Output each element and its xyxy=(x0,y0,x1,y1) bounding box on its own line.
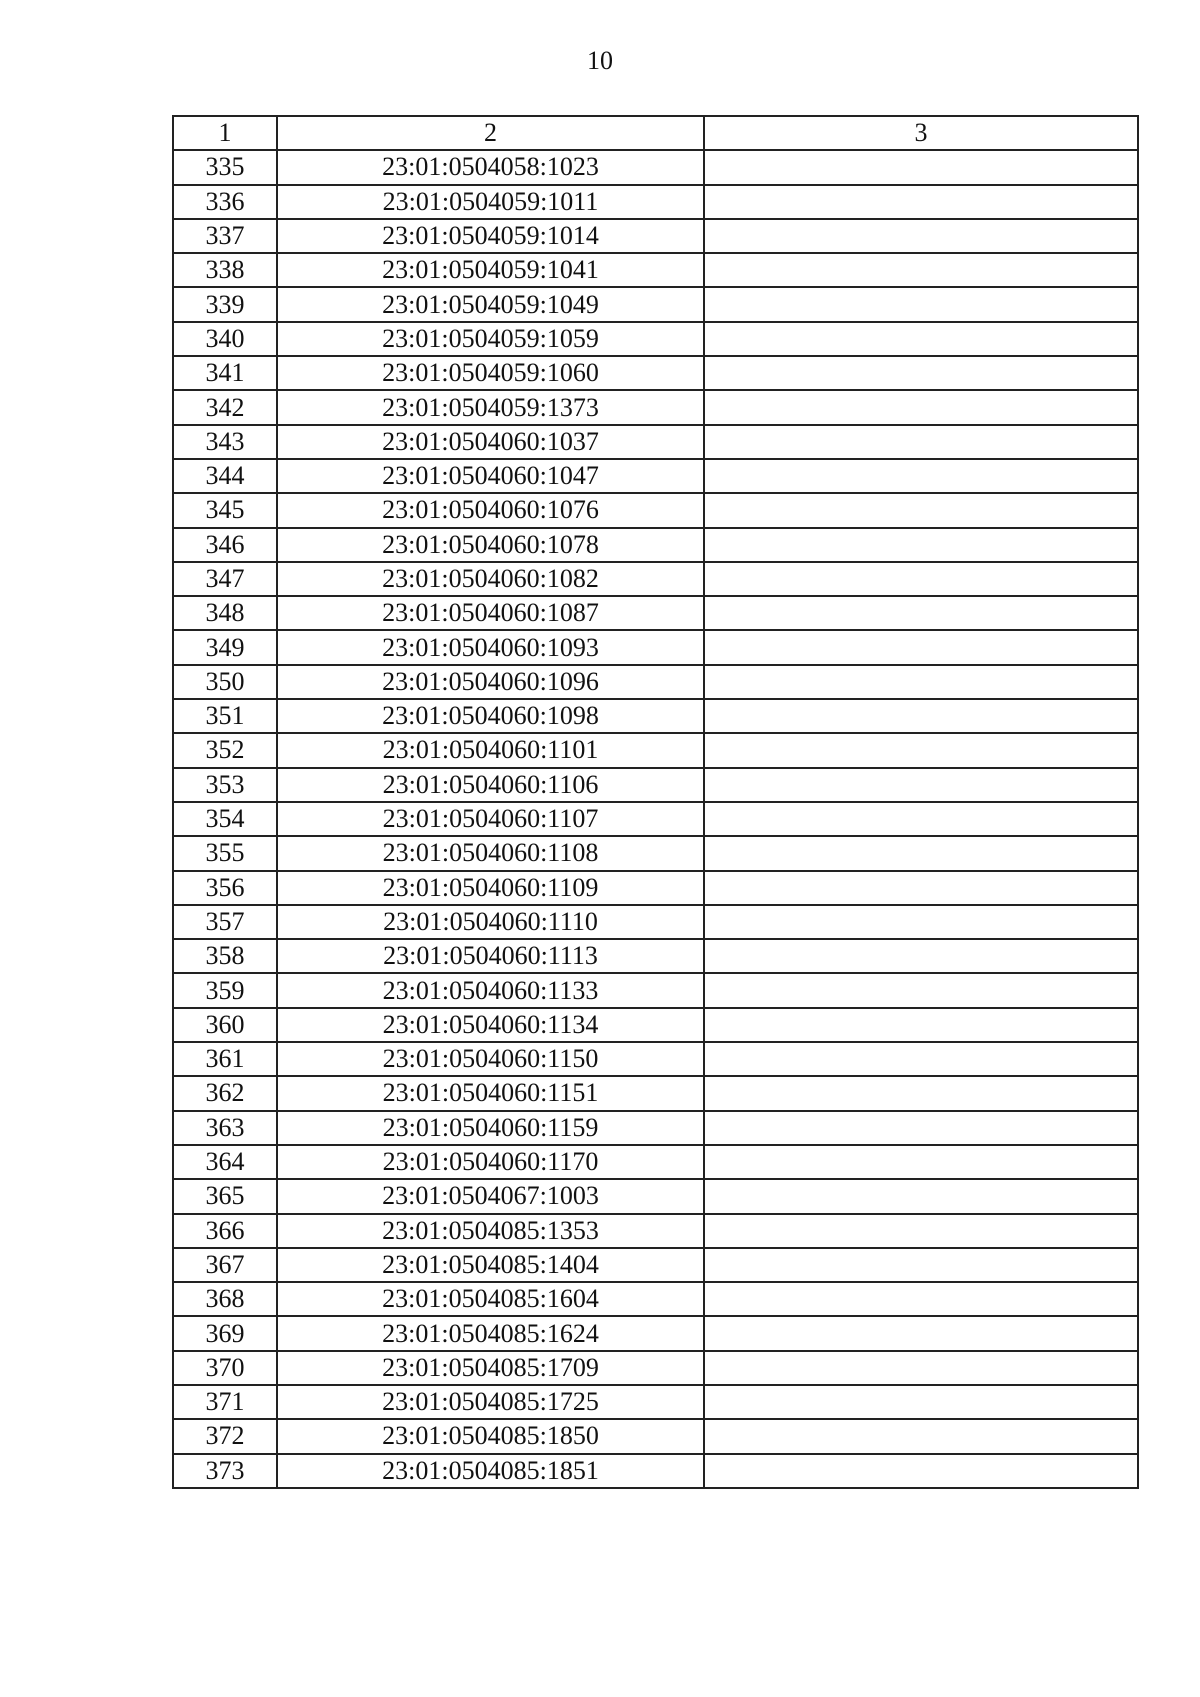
table-row xyxy=(173,1316,1138,1350)
cadastral-number-cell: 23:01:0504060:1076 xyxy=(277,493,704,527)
notes-cell xyxy=(704,253,1138,287)
table-header-row xyxy=(173,116,1138,150)
cadastral-number-cell: 23:01:0504060:1087 xyxy=(277,596,704,630)
table-row xyxy=(173,939,1138,973)
cadastral-number-cell: 23:01:0504060:1170 xyxy=(277,1145,704,1179)
notes-cell xyxy=(704,939,1138,973)
row-number-cell: 354 xyxy=(173,802,277,836)
row-number-cell: 344 xyxy=(173,459,277,493)
cadastral-number-cell: 23:01:0504060:1107 xyxy=(277,802,704,836)
cadastral-number-cell: 23:01:0504060:1159 xyxy=(277,1111,704,1145)
row-number-cell: 357 xyxy=(173,905,277,939)
row-number-cell: 343 xyxy=(173,425,277,459)
notes-cell xyxy=(704,630,1138,664)
row-number-cell: 339 xyxy=(173,287,277,321)
cadastral-number-cell: 23:01:0504085:1353 xyxy=(277,1214,704,1248)
table-row xyxy=(173,1111,1138,1145)
notes-cell xyxy=(704,973,1138,1007)
table-row xyxy=(173,596,1138,630)
table-row xyxy=(173,1179,1138,1213)
notes-cell xyxy=(704,1214,1138,1248)
table-row xyxy=(173,871,1138,905)
notes-cell xyxy=(704,185,1138,219)
row-number-cell: 335 xyxy=(173,150,277,184)
cadastral-number-cell: 23:01:0504060:1108 xyxy=(277,836,704,870)
notes-cell xyxy=(704,733,1138,767)
row-number-cell: 372 xyxy=(173,1419,277,1453)
row-number-cell: 360 xyxy=(173,1008,277,1042)
table-row xyxy=(173,630,1138,664)
notes-cell xyxy=(704,1385,1138,1419)
cadastral-number-cell: 23:01:0504059:1041 xyxy=(277,253,704,287)
header-col-2: 2 xyxy=(277,116,704,150)
page-number: 10 xyxy=(587,46,613,75)
row-number-cell: 349 xyxy=(173,630,277,664)
notes-cell xyxy=(704,459,1138,493)
notes-cell xyxy=(704,493,1138,527)
table-row xyxy=(173,1351,1138,1385)
row-number-cell: 356 xyxy=(173,871,277,905)
table-row xyxy=(173,1454,1138,1488)
table-row xyxy=(173,219,1138,253)
cadastral-number-cell: 23:01:0504060:1078 xyxy=(277,528,704,562)
cadastral-number-cell: 23:01:0504067:1003 xyxy=(277,1179,704,1213)
cadastral-table xyxy=(172,115,1139,1489)
row-number-cell: 342 xyxy=(173,390,277,424)
notes-cell xyxy=(704,287,1138,321)
row-number-cell: 337 xyxy=(173,219,277,253)
notes-cell xyxy=(704,1145,1138,1179)
table-row xyxy=(173,1248,1138,1282)
table-row xyxy=(173,425,1138,459)
table-row xyxy=(173,973,1138,1007)
notes-cell xyxy=(704,1248,1138,1282)
table-row xyxy=(173,528,1138,562)
table-row xyxy=(173,1042,1138,1076)
cadastral-number-cell: 23:01:0504085:1404 xyxy=(277,1248,704,1282)
notes-cell xyxy=(704,596,1138,630)
cadastral-number-cell: 23:01:0504060:1098 xyxy=(277,699,704,733)
notes-cell xyxy=(704,1008,1138,1042)
table-row xyxy=(173,1385,1138,1419)
notes-cell xyxy=(704,802,1138,836)
row-number-cell: 363 xyxy=(173,1111,277,1145)
table-row xyxy=(173,287,1138,321)
cadastral-number-cell: 23:01:0504060:1133 xyxy=(277,973,704,1007)
row-number-cell: 355 xyxy=(173,836,277,870)
notes-cell xyxy=(704,219,1138,253)
cadastral-number-cell: 23:01:0504085:1604 xyxy=(277,1282,704,1316)
cadastral-number-cell: 23:01:0504059:1014 xyxy=(277,219,704,253)
cadastral-number-cell: 23:01:0504060:1109 xyxy=(277,871,704,905)
table-row xyxy=(173,1008,1138,1042)
row-number-cell: 359 xyxy=(173,973,277,1007)
row-number-cell: 364 xyxy=(173,1145,277,1179)
notes-cell xyxy=(704,390,1138,424)
table-row xyxy=(173,322,1138,356)
notes-cell xyxy=(704,768,1138,802)
table-row xyxy=(173,493,1138,527)
table-row xyxy=(173,699,1138,733)
row-number-cell: 348 xyxy=(173,596,277,630)
table-row xyxy=(173,665,1138,699)
row-number-cell: 351 xyxy=(173,699,277,733)
header-col-3: 3 xyxy=(704,116,1138,150)
table-row xyxy=(173,733,1138,767)
table-row xyxy=(173,905,1138,939)
table-row xyxy=(173,1282,1138,1316)
row-number-cell: 345 xyxy=(173,493,277,527)
table-row xyxy=(173,1214,1138,1248)
cadastral-number-cell: 23:01:0504060:1047 xyxy=(277,459,704,493)
notes-cell xyxy=(704,150,1138,184)
cadastral-number-cell: 23:01:0504059:1049 xyxy=(277,287,704,321)
notes-cell xyxy=(704,528,1138,562)
notes-cell xyxy=(704,1111,1138,1145)
row-number-cell: 365 xyxy=(173,1179,277,1213)
cadastral-number-cell: 23:01:0504060:1151 xyxy=(277,1076,704,1110)
notes-cell xyxy=(704,836,1138,870)
row-number-cell: 340 xyxy=(173,322,277,356)
cadastral-number-cell: 23:01:0504059:1011 xyxy=(277,185,704,219)
row-number-cell: 362 xyxy=(173,1076,277,1110)
table-row xyxy=(173,1076,1138,1110)
row-number-cell: 371 xyxy=(173,1385,277,1419)
table-row xyxy=(173,390,1138,424)
row-number-cell: 367 xyxy=(173,1248,277,1282)
cadastral-number-cell: 23:01:0504060:1134 xyxy=(277,1008,704,1042)
table-row xyxy=(173,802,1138,836)
cadastral-number-cell: 23:01:0504060:1037 xyxy=(277,425,704,459)
table-row xyxy=(173,356,1138,390)
table-row xyxy=(173,562,1138,596)
cadastral-number-cell: 23:01:0504060:1106 xyxy=(277,768,704,802)
cadastral-number-cell: 23:01:0504060:1082 xyxy=(277,562,704,596)
row-number-cell: 347 xyxy=(173,562,277,596)
notes-cell xyxy=(704,356,1138,390)
cadastral-number-cell: 23:01:0504060:1096 xyxy=(277,665,704,699)
cadastral-number-cell: 23:01:0504059:1059 xyxy=(277,322,704,356)
table-row xyxy=(173,253,1138,287)
cadastral-number-cell: 23:01:0504085:1851 xyxy=(277,1454,704,1488)
row-number-cell: 368 xyxy=(173,1282,277,1316)
notes-cell xyxy=(704,1282,1138,1316)
cadastral-number-cell: 23:01:0504085:1850 xyxy=(277,1419,704,1453)
table-row xyxy=(173,836,1138,870)
table-row xyxy=(173,185,1138,219)
row-number-cell: 341 xyxy=(173,356,277,390)
cadastral-number-cell: 23:01:0504058:1023 xyxy=(277,150,704,184)
cadastral-number-cell: 23:01:0504059:1060 xyxy=(277,356,704,390)
row-number-cell: 350 xyxy=(173,665,277,699)
cadastral-number-cell: 23:01:0504085:1709 xyxy=(277,1351,704,1385)
notes-cell xyxy=(704,905,1138,939)
cadastral-number-cell: 23:01:0504085:1725 xyxy=(277,1385,704,1419)
row-number-cell: 353 xyxy=(173,768,277,802)
row-number-cell: 358 xyxy=(173,939,277,973)
cadastral-number-cell: 23:01:0504060:1150 xyxy=(277,1042,704,1076)
table-row xyxy=(173,1419,1138,1453)
row-number-cell: 373 xyxy=(173,1454,277,1488)
notes-cell xyxy=(704,1042,1138,1076)
header-col-1: 1 xyxy=(173,116,277,150)
row-number-cell: 361 xyxy=(173,1042,277,1076)
notes-cell xyxy=(704,699,1138,733)
notes-cell xyxy=(704,1419,1138,1453)
table-body xyxy=(173,116,1138,1488)
table-row xyxy=(173,459,1138,493)
notes-cell xyxy=(704,871,1138,905)
row-number-cell: 346 xyxy=(173,528,277,562)
cadastral-number-cell: 23:01:0504060:1113 xyxy=(277,939,704,973)
cadastral-number-cell: 23:01:0504060:1101 xyxy=(277,733,704,767)
cadastral-number-cell: 23:01:0504060:1093 xyxy=(277,630,704,664)
notes-cell xyxy=(704,1316,1138,1350)
cadastral-number-cell: 23:01:0504085:1624 xyxy=(277,1316,704,1350)
row-number-cell: 366 xyxy=(173,1214,277,1248)
table-row xyxy=(173,150,1138,184)
notes-cell xyxy=(704,1179,1138,1213)
table-row xyxy=(173,1145,1138,1179)
row-number-cell: 370 xyxy=(173,1351,277,1385)
notes-cell xyxy=(704,1076,1138,1110)
cadastral-number-cell: 23:01:0504060:1110 xyxy=(277,905,704,939)
notes-cell xyxy=(704,322,1138,356)
cadastral-number-cell: 23:01:0504059:1373 xyxy=(277,390,704,424)
row-number-cell: 369 xyxy=(173,1316,277,1350)
notes-cell xyxy=(704,425,1138,459)
notes-cell xyxy=(704,562,1138,596)
notes-cell xyxy=(704,1454,1138,1488)
table-row xyxy=(173,768,1138,802)
notes-cell xyxy=(704,665,1138,699)
row-number-cell: 336 xyxy=(173,185,277,219)
notes-cell xyxy=(704,1351,1138,1385)
row-number-cell: 338 xyxy=(173,253,277,287)
row-number-cell: 352 xyxy=(173,733,277,767)
